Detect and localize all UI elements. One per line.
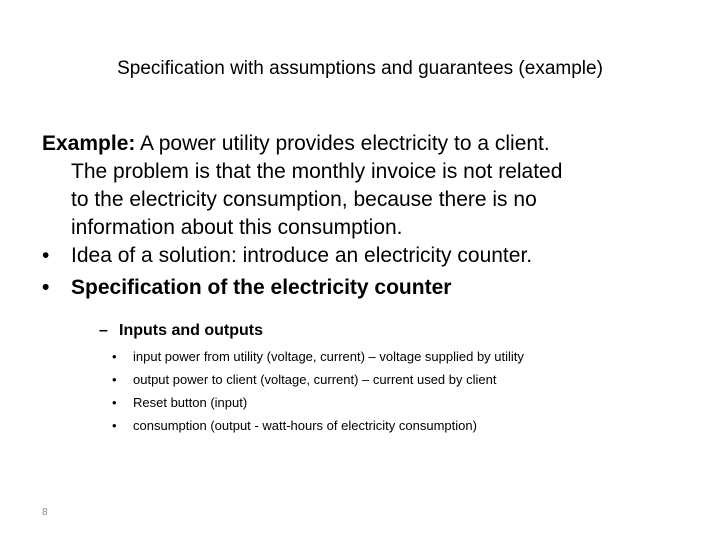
- list-item: [112, 414, 524, 437]
- intro-line: to the electricity consumption, because there is no: [71, 188, 537, 211]
- intro-line: information about this consumption.: [71, 216, 403, 239]
- bullet-icon: •: [42, 244, 50, 267]
- bullet-icon: •: [112, 372, 117, 387]
- list-item-text: output power to client (voltage, current) – current used by client: [133, 372, 497, 387]
- list-item: [112, 368, 524, 391]
- intro-lead-line: [42, 130, 682, 158]
- bullet-icon: •: [42, 276, 50, 299]
- list-item-text: Reset button (input): [133, 395, 248, 410]
- intro-lead-text: A power utility provides electricity to a client.: [135, 132, 550, 155]
- bullet-specification: [42, 274, 692, 302]
- dash-icon: –: [99, 322, 108, 339]
- bullet-icon: •: [112, 395, 117, 410]
- list-item: [112, 391, 524, 414]
- sub-heading: [99, 320, 263, 342]
- slide-title: Specification with assumptions and guarantees (example): [117, 58, 603, 79]
- list-item: [112, 345, 524, 368]
- example-label: Example:: [42, 132, 136, 155]
- bullet-solution-idea: [42, 242, 692, 270]
- bullet-icon: •: [112, 349, 117, 364]
- sub-heading-text: Inputs and outputs: [119, 322, 263, 339]
- bullet-icon: •: [112, 418, 117, 433]
- list-item-text: input power from utility (voltage, current) – voltage supplied by utility: [133, 349, 524, 364]
- intro-paragraph: [42, 130, 682, 242]
- inputs-outputs-list: [112, 345, 524, 437]
- page-number: 8: [42, 507, 48, 518]
- bullet-text: Idea of a solution: introduce an electricity counter.: [71, 244, 533, 267]
- intro-line: The problem is that the monthly invoice is not related: [71, 160, 563, 183]
- bullet-text: Specification of the electricity counter: [71, 276, 452, 299]
- list-item-text: consumption (output - watt-hours of electricity consumption): [133, 418, 477, 433]
